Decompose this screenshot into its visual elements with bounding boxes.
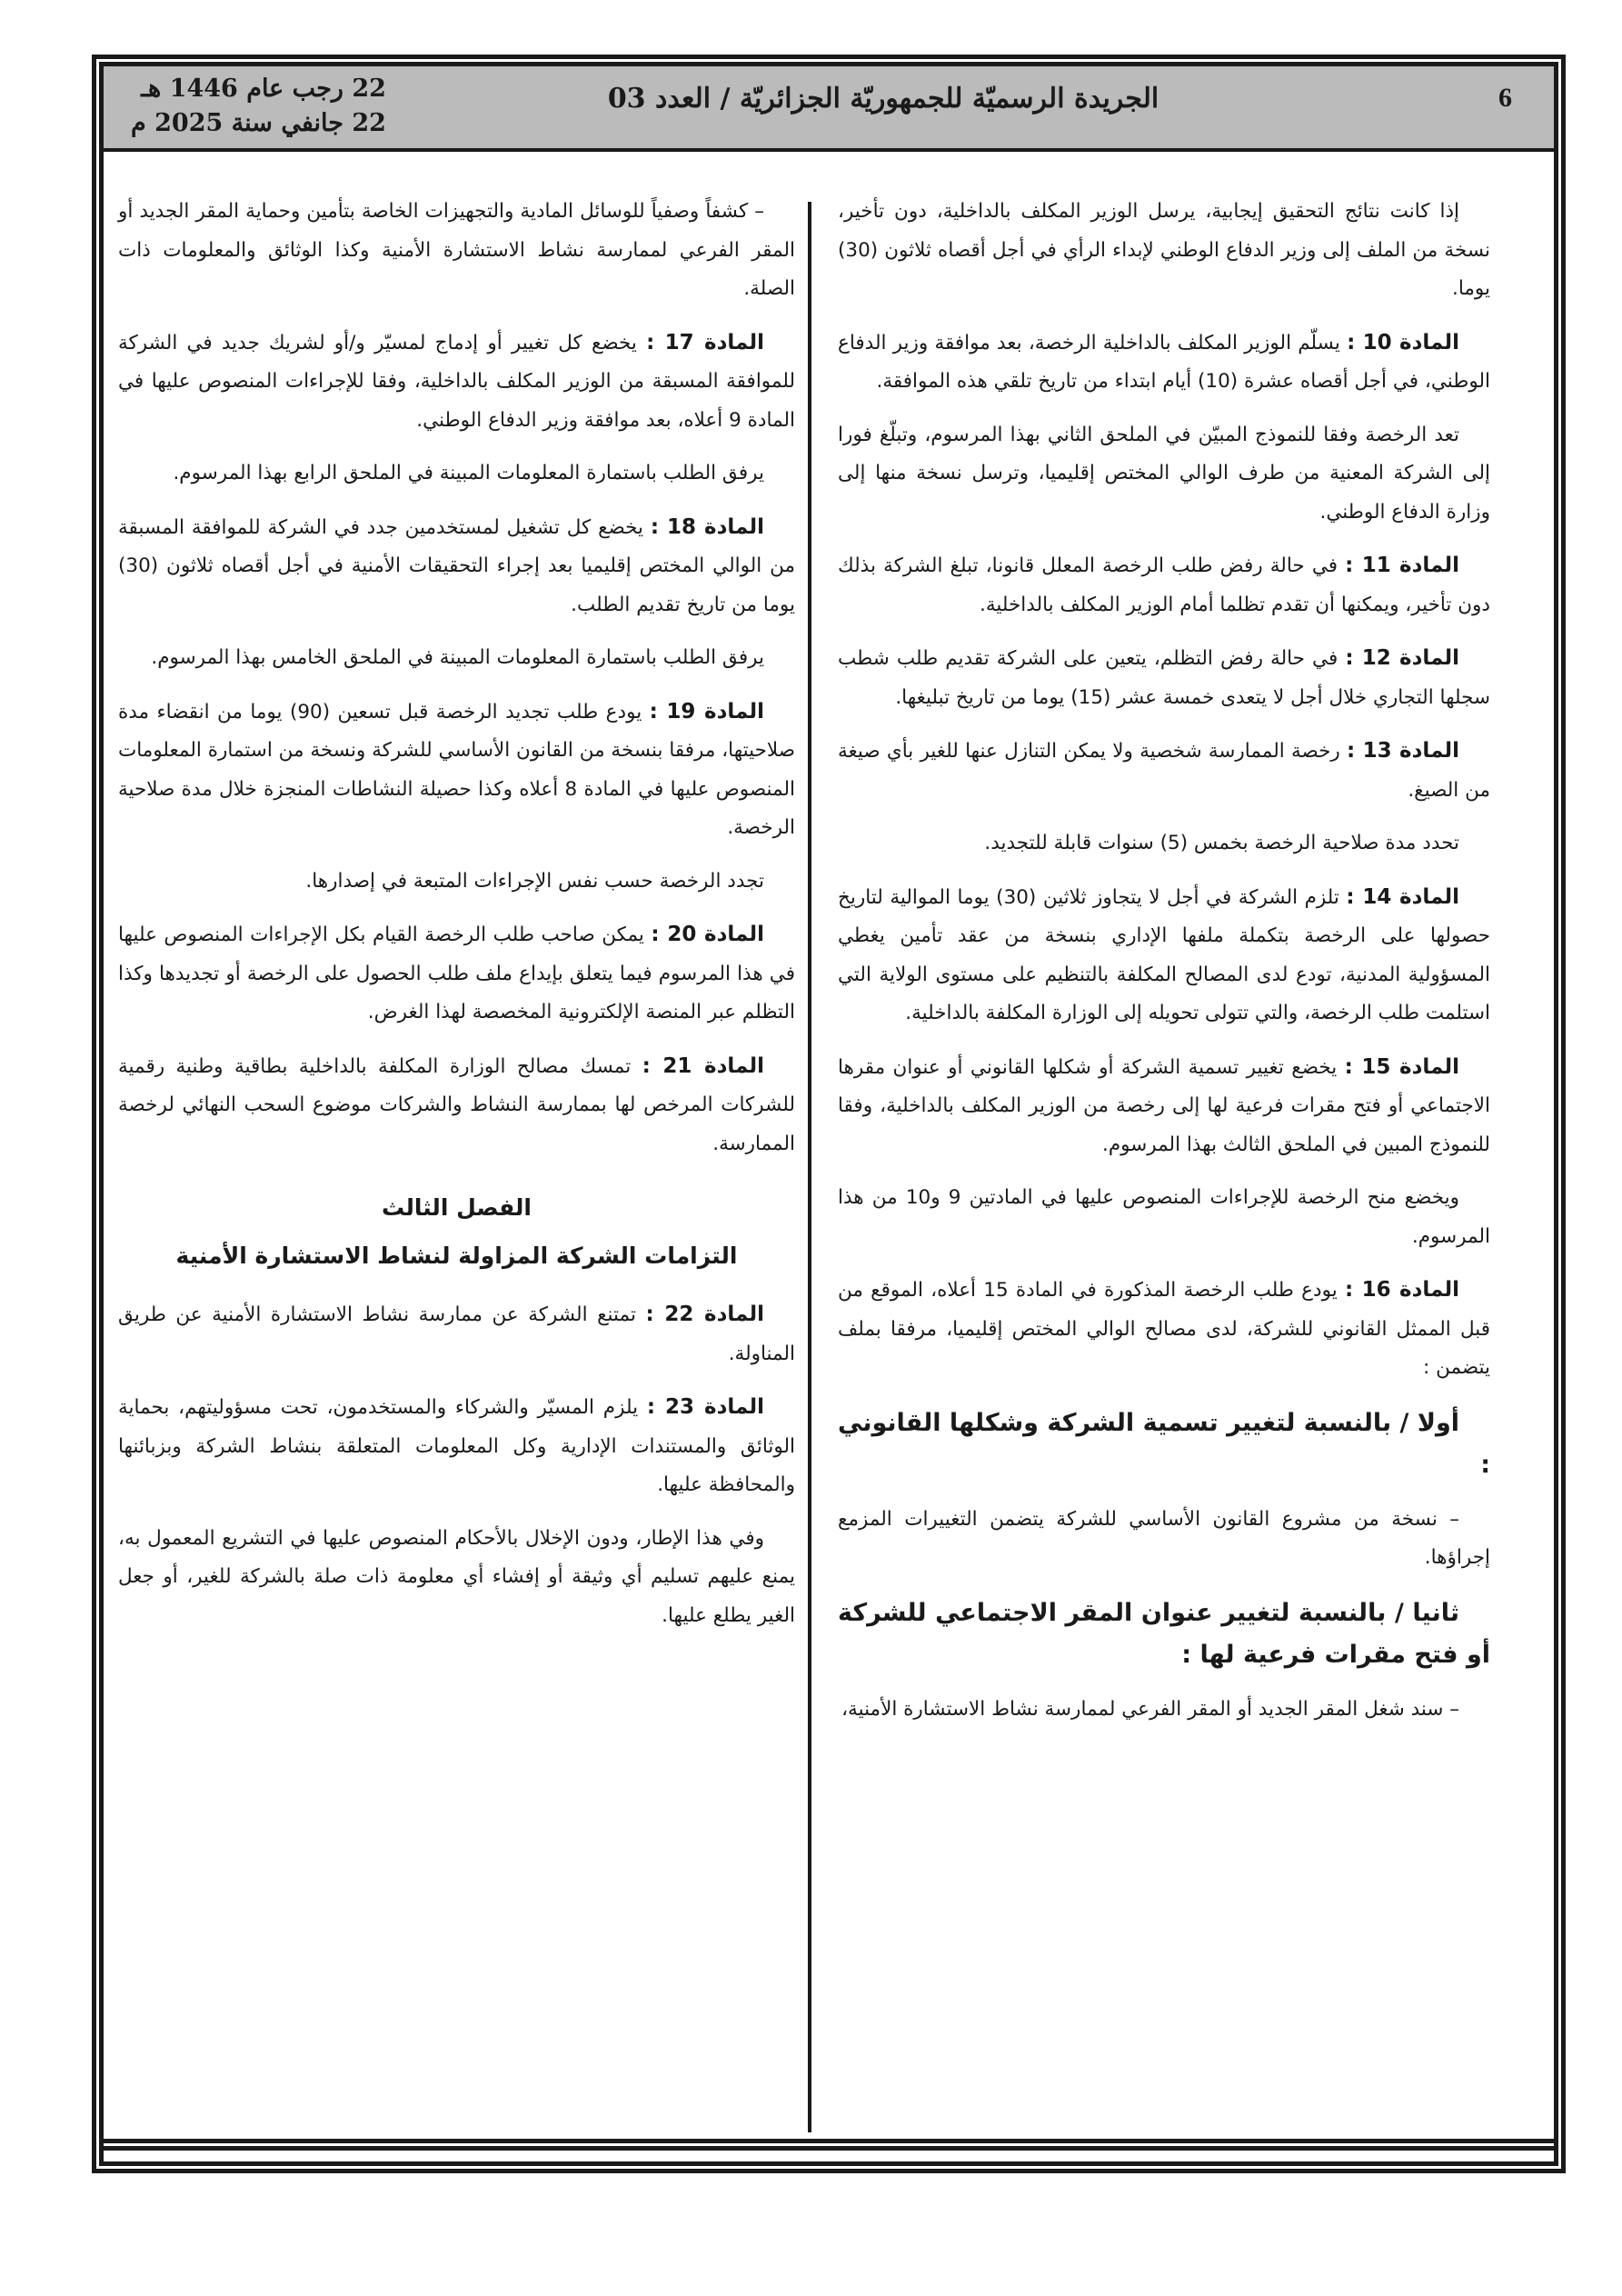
article-label: المادة 20 : bbox=[651, 923, 764, 946]
article-text: يمكن صاحب طلب الرخصة القيام بكل الإجراءات المنصوص عليها في هذا المرسوم فيما يتعلق بإيداع ملف طلب الحصول على الرخصة أو تجديدها وكذا التظلم عبر المنصة الإلكترونية المخصصة لهذا الغرض. bbox=[118, 923, 795, 1023]
footer-rule-top bbox=[104, 2139, 1554, 2143]
article-text: – كشفاً وصفياً للوسائل المادية والتجهيزات الخاصة بتأمين وحماية المقر الجديد أو المقر الفرعي لممارسة نشاط الاستشارة الأمنية وكذا الوثائق والمعلومات ذات الصلة. bbox=[118, 200, 795, 300]
paragraph bbox=[838, 416, 1490, 533]
list-item: – سند شغل المقر الجديد أو المقر الفرعي لممارسة نشاط الاستشارة الأمنية، bbox=[841, 1697, 1459, 1721]
article-paragraph bbox=[118, 324, 795, 441]
paragraph bbox=[838, 824, 1490, 863]
issue-date bbox=[131, 72, 386, 141]
article-label: المادة 21 : bbox=[642, 1053, 764, 1078]
article-paragraph bbox=[118, 693, 795, 848]
article-paragraph bbox=[838, 878, 1490, 1033]
article-label: المادة 15 : bbox=[1344, 1054, 1459, 1079]
article-text: في حالة رفض طلب الرخصة المعلل قانونا، تبلغ الشركة بذلك دون تأخير، ويمكنها أن تقدم تظلما أمام الوزير المكلف بالداخلية. bbox=[838, 554, 1490, 616]
article-label: المادة 17 : bbox=[646, 330, 764, 354]
article-text: يخضع تغيير تسمية الشركة أو شكلها القانوني أو عنوان مقرها الاجتماعي أو فتح مقرات فرعية لها إلى رخصة من الوزير المكلف بالداخلية، وفقا للنموذج المبين في الملحق الثالث بهذا المرسوم. bbox=[838, 1055, 1490, 1156]
article-label: المادة 19 : bbox=[649, 699, 764, 724]
article-paragraph bbox=[118, 915, 795, 1033]
article-text: يودع طلب الرخصة المذكورة في المادة 15 أعلاه، الموقع من قبل الممثل القانوني للشركة، لدى مصالح الوالي المختص إقليميا، مرفقا بملف يتضمن : bbox=[838, 1279, 1490, 1379]
date-gregorian: 22 جانفي سنة 2025 م bbox=[131, 109, 386, 137]
article-text: تمتنع الشركة عن ممارسة نشاط الاستشارة الأمنية عن طريق المناولة. bbox=[118, 1303, 795, 1365]
section-subhead-first: أولا / بالنسبة لتغيير تسمية الشركة وشكلها القانوني : bbox=[838, 1408, 1490, 1479]
article-paragraph bbox=[838, 1271, 1490, 1388]
date-hijri: 22 رجب عام 1446 هـ bbox=[141, 75, 386, 103]
article-paragraph bbox=[118, 508, 795, 625]
article-text: يرفق الطلب باستمارة المعلومات المبينة في الملحق الرابع بهذا المرسوم. bbox=[173, 462, 764, 484]
article-paragraph bbox=[118, 1388, 795, 1505]
paragraph bbox=[118, 863, 795, 902]
paragraph bbox=[838, 1179, 1490, 1256]
article-text: يسلّم الوزير المكلف بالداخلية الرخصة، بعد موافقة وزير الدفاع الوطني، في أجل أقصاه عشرة (10) أيام ابتداء من تاريخ تلقي هذه الموافقة. bbox=[838, 331, 1490, 393]
gazette-header bbox=[104, 66, 1554, 152]
article-text: يرفق الطلب باستمارة المعلومات المبينة في الملحق الخامس بهذا المرسوم. bbox=[151, 646, 764, 669]
article-text: يخضع كل تشغيل لمستخدمين جدد في الشركة للموافقة المسبقة من الوالي المختص إقليميا بعد إجراء التحقيقات الأمنية في أجل أقصاه ثلاثون (30) يوما من تاريخ تقديم الطلب. bbox=[118, 515, 795, 616]
list-item: – نسخة من مشروع القانون الأساسي للشركة يتضمن التغييرات المزمع إجراؤها. bbox=[838, 1507, 1490, 1569]
article-label: المادة 12 : bbox=[1345, 646, 1459, 670]
article-text: يلزم المسيّر والشركاء والمستخدمون، تحت مسؤوليتهم، بحماية الوثائق والمستندات الإدارية وكل المعلومات المتعلقة بنشاط الشركة وبزبائنها والمحافظة عليها. bbox=[118, 1396, 795, 1496]
section-subhead-second: ثانيا / بالنسبة لتغيير عنوان المقر الاجتماعي للشركة أو فتح مقرات فرعية لها : bbox=[838, 1598, 1490, 1669]
article-paragraph bbox=[838, 732, 1490, 810]
page-number: 6 bbox=[1498, 83, 1512, 113]
paragraph bbox=[118, 454, 795, 494]
article-label: المادة 18 : bbox=[650, 514, 764, 539]
article-label: المادة 23 : bbox=[646, 1395, 764, 1419]
article-paragraph bbox=[838, 1048, 1490, 1165]
right-column-articles bbox=[838, 193, 1490, 1388]
article-text: يخضع كل تغيير أو إدماج لمسيّر و/أو لشريك جديد في الشركة للموافقة المسبقة من الوزير المكلف بالداخلية، وفقا للإجراءات المنصوص عليها في المادة 9 أعلاه، بعد موافقة وزير الدفاع الوطني. bbox=[118, 331, 795, 432]
left-column-articles-top bbox=[118, 193, 795, 1163]
article-text: تلزم الشركة في أجل لا يتجاوز ثلاثين (30) يوما الموالية لتاريخ حصولها على الرخصة بتكملة ملفها الإداري بنسخة من عقد تأمين يغطي المسؤولية المدنية، تودع لدى المصالح المكلفة بالتنظيم على مستوى الولاية التي استلمت طلب الرخصة، والتي تتولى تحويله إلى الوزارة المكلفة بالداخلية. bbox=[838, 885, 1490, 1024]
footer-rule-bottom bbox=[104, 2146, 1554, 2151]
paragraph bbox=[118, 639, 795, 678]
article-paragraph bbox=[838, 546, 1490, 624]
column-divider bbox=[808, 202, 811, 2132]
article-paragraph bbox=[118, 1295, 795, 1373]
article-label: المادة 14 : bbox=[1346, 884, 1459, 909]
article-text: يودع طلب تجديد الرخصة قبل تسعين (90) يوما من انقضاء مدة صلاحيتها، مرفقا بنسخة من القانون الأساسي للشركة ونسخة من استمارة المعلومات المنصوص عليها في المادة 8 أعلاه وكذا حصيلة النشاطات المنجزة خلال مدة صلاحية الرخصة. bbox=[118, 700, 795, 839]
left-column-articles-bottom bbox=[118, 1295, 795, 1635]
paragraph bbox=[118, 1520, 795, 1636]
paragraph bbox=[838, 193, 1490, 309]
article-label: المادة 22 : bbox=[645, 1303, 764, 1326]
article-text: تعد الرخصة وفقا للنموذج المبيّن في الملحق الثاني بهذا المرسوم، وتبلّغ فورا إلى الشركة المعنية من طرف الوالي المختص إقليميا، وترسل نسخة منها إلى وزارة الدفاع الوطني. bbox=[838, 423, 1490, 524]
chapter-title: الفصل الثالث bbox=[381, 1194, 532, 1221]
article-text: تحدد مدة صلاحية الرخصة بخمس (5) سنوات قابلة للتجديد. bbox=[984, 832, 1459, 854]
article-label: المادة 13 : bbox=[1347, 739, 1460, 763]
article-text: تجدد الرخصة حسب نفس الإجراءات المتبعة في إصدارها. bbox=[305, 869, 764, 893]
paragraph bbox=[118, 193, 795, 309]
article-text: ويخضع منح الرخصة للإجراءات المنصوص عليها في المادتين 9 و10 من هذا المرسوم. bbox=[838, 1186, 1490, 1248]
article-label: المادة 11 : bbox=[1345, 554, 1459, 577]
article-paragraph bbox=[838, 324, 1490, 402]
article-label: المادة 10 : bbox=[1347, 330, 1459, 354]
article-label: المادة 16 : bbox=[1344, 1278, 1460, 1302]
left-column bbox=[118, 193, 795, 1650]
article-text: تمسك مصالح الوزارة المكلفة بالداخلية بطاقية وطنية رقمية للشركات المرخص لها بممارسة النشاط والشركات موضوع السحب النهائي لرخصة الممارسة. bbox=[118, 1054, 795, 1155]
gazette-title: الجريدة الرسميّة للجمهوريّة الجزائريّة / العدد 03 bbox=[607, 83, 1159, 115]
article-text: إذا كانت نتائج التحقيق إيجابية، يرسل الوزير المكلف بالداخلية، دون تأخير، نسخة من الملف إلى وزير الدفاع الوطني لإبداء الرأي في أجل أقصاه ثلاثون (30) يوما. bbox=[838, 200, 1490, 300]
article-paragraph bbox=[838, 639, 1490, 717]
article-text: وفي هذا الإطار، ودون الإخلال بالأحكام المنصوص عليها في التشريع المعمول به، يمنع عليهم تسليم أي وثيقة أو إفشاء أي معلومة ذات صلة بالشركة للغير، أو جعل الغير يطلع عليها. bbox=[118, 1526, 795, 1627]
article-paragraph bbox=[118, 1047, 795, 1164]
article-text: في حالة رفض التظلم، يتعين على الشركة تقديم طلب شطب سجلها التجاري خلال أجل لا يتعدى خمسة عشر (15) يوما من تاريخ تبليغها. bbox=[838, 647, 1490, 709]
article-text: رخصة الممارسة شخصية ولا يمكن التنازل عنها للغير بأي صيغة من الصيغ. bbox=[838, 740, 1490, 802]
right-column bbox=[838, 193, 1490, 1743]
chapter-subtitle: التزامات الشركة المزاولة لنشاط الاستشارة الأمنية bbox=[175, 1242, 738, 1269]
